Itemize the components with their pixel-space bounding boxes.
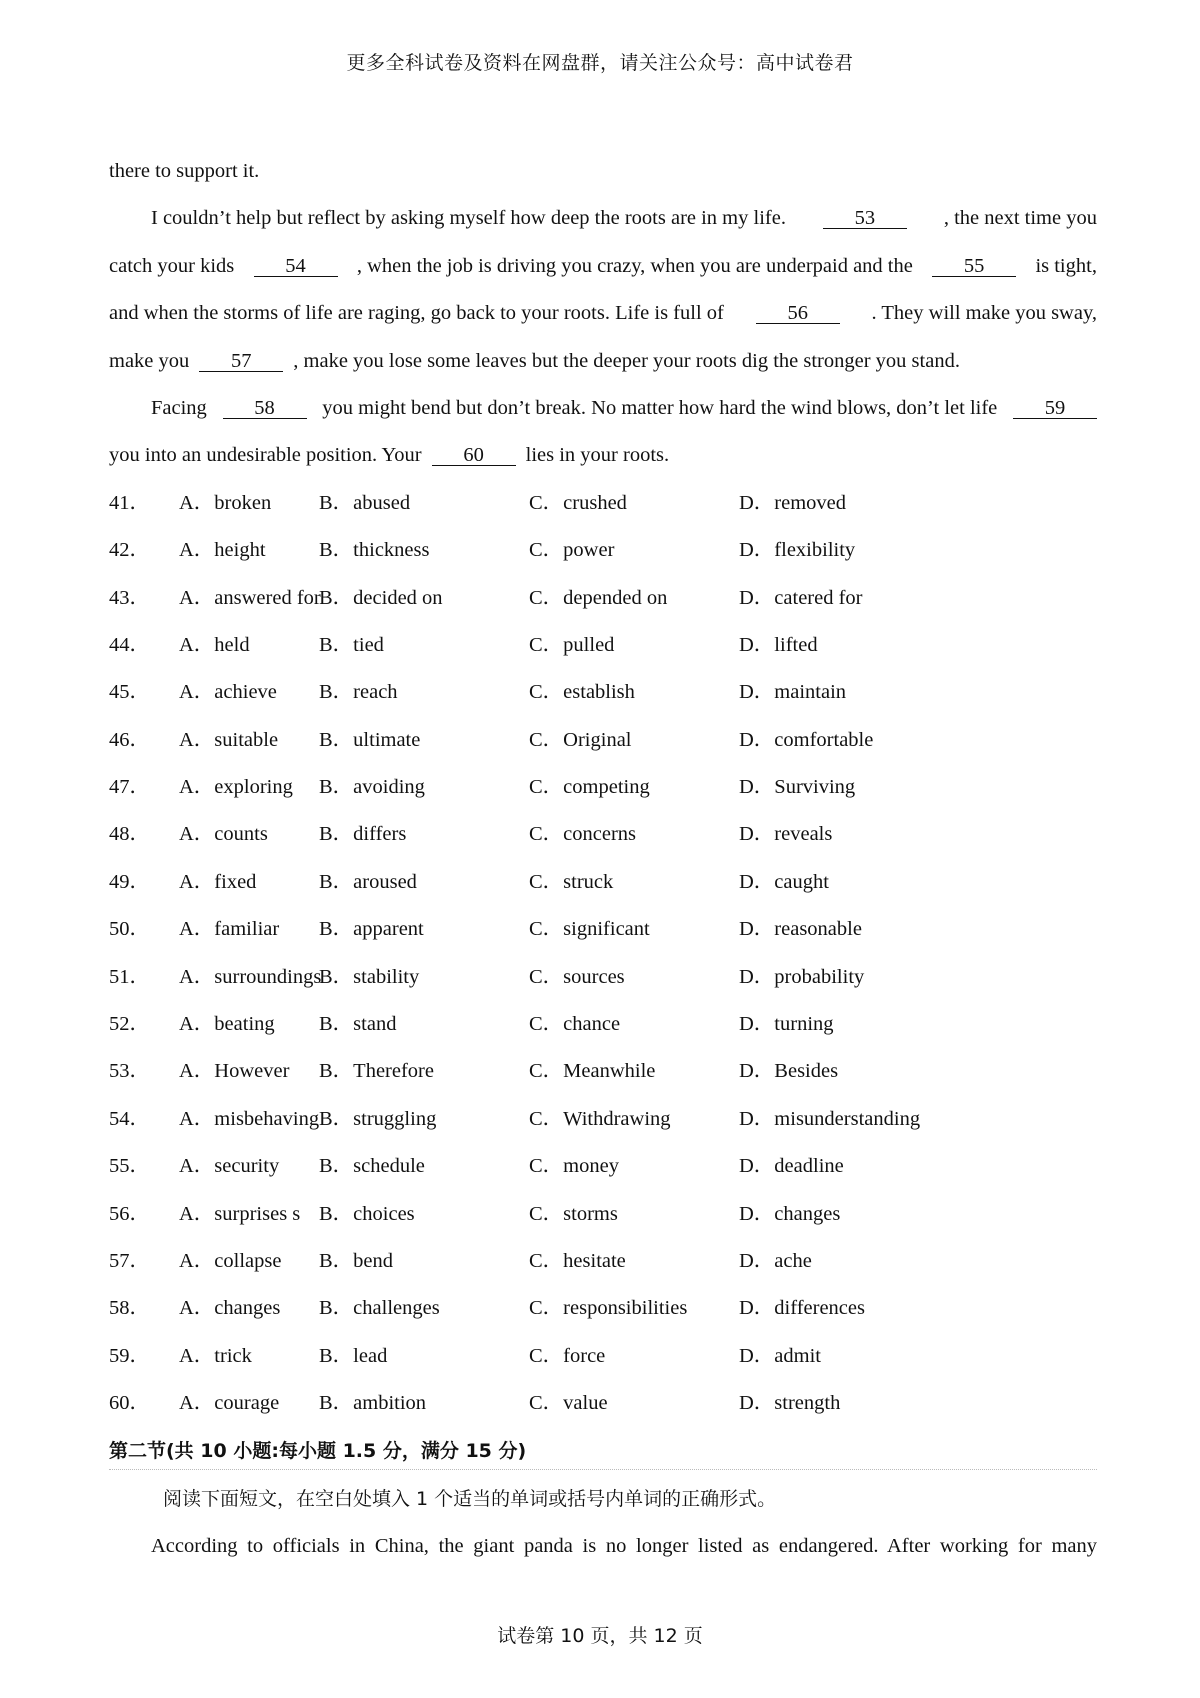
option-d: D．Surviving: [739, 776, 856, 799]
option-b: B．lead: [319, 1344, 388, 1367]
option-a: A．exploring: [179, 776, 293, 799]
option-d: D．misunderstanding: [739, 1107, 921, 1130]
text-span: you might bend but don’t break. No matter how hard the wind blows, don’t let life: [322, 396, 998, 419]
option-b: B．struggling: [319, 1107, 437, 1130]
text-span: lies in your roots.: [525, 444, 670, 467]
option-c: C．chance: [529, 1013, 621, 1036]
option-b: B．avoiding: [319, 776, 425, 799]
blank-53: 53: [823, 208, 907, 229]
section-instruction: 阅读下面短文，在空白处填入 1 个适当的单词或括号内单词的正确形式。: [163, 1487, 777, 1510]
question-number: 58．: [109, 1297, 150, 1320]
text-span: According to officials in China, the giant panda is no longer listed as endangered. After working for many: [151, 1535, 1097, 1558]
question-row: [109, 1333, 1097, 1380]
option-d: D．reveals: [739, 823, 833, 846]
blank-56: 56: [756, 303, 840, 324]
option-d: D．caught: [739, 870, 829, 893]
question-number: 54．: [109, 1107, 150, 1130]
question-number: 60．: [109, 1392, 150, 1415]
option-c: C．struck: [529, 870, 614, 893]
option-c: C．Withdrawing: [529, 1107, 671, 1130]
question-row: [109, 1001, 1097, 1048]
question-number: 57．: [109, 1249, 150, 1272]
option-d: D．turning: [739, 1013, 834, 1036]
option-d: D．probability: [739, 965, 865, 988]
passage-line: [109, 385, 1097, 432]
page-header: 更多全科试卷及资料在网盘群，请关注公众号：高中试卷君: [346, 53, 854, 74]
option-b: B．Therefore: [319, 1060, 434, 1083]
option-a: A．changes: [179, 1297, 281, 1320]
option-d: D．Besides: [739, 1060, 839, 1083]
option-b: B．abused: [319, 491, 411, 514]
option-b: B．choices: [319, 1202, 415, 1225]
question-number: 59．: [109, 1344, 150, 1367]
question-row: [109, 1143, 1097, 1190]
question-number: 45．: [109, 681, 150, 704]
option-c: C．concerns: [529, 823, 637, 846]
question-number: 48．: [109, 823, 150, 846]
passage-line: [109, 195, 1097, 242]
passage-line: there to support it.: [109, 160, 260, 182]
option-b: B．decided on: [319, 586, 443, 609]
question-row: [109, 669, 1097, 716]
option-b: B．reach: [319, 681, 398, 704]
question-row: [109, 622, 1097, 669]
option-c: C．hesitate: [529, 1249, 626, 1272]
question-row: [109, 527, 1097, 574]
question-list: [109, 480, 1097, 1428]
option-b: B．challenges: [319, 1297, 440, 1320]
option-b: B．schedule: [319, 1155, 425, 1178]
question-number: 44．: [109, 633, 150, 656]
text-span: . They will make you sway,: [871, 302, 1097, 325]
option-d: D．ache: [739, 1249, 812, 1272]
option-c: C．money: [529, 1155, 619, 1178]
question-number: 42．: [109, 539, 150, 562]
option-a: A．counts: [179, 823, 268, 846]
option-b: B．thickness: [319, 539, 430, 562]
option-c: C．Original: [529, 728, 632, 751]
blank-58: 58: [223, 398, 307, 419]
text-span: , when the job is driving you crazy, when you are underpaid and the: [356, 254, 913, 277]
option-d: D．removed: [739, 491, 847, 514]
question-row: [109, 1238, 1097, 1285]
text-span: I couldn’t help but reflect by asking myself how deep the roots are in my life.: [151, 207, 786, 230]
option-a: A．beating: [179, 1013, 275, 1036]
question-number: 56．: [109, 1202, 150, 1225]
option-c: C．power: [529, 539, 615, 562]
option-a: A．courage: [179, 1392, 280, 1415]
question-row: [109, 954, 1097, 1001]
option-c: C．depended on: [529, 586, 668, 609]
passage-line: [109, 338, 1097, 385]
question-row: [109, 1048, 1097, 1095]
text-span: and when the storms of life are raging, go back to your roots. Life is full of: [109, 302, 724, 325]
option-b: B．apparent: [319, 918, 424, 941]
question-row: [109, 1285, 1097, 1332]
option-a: A．surprises s: [179, 1202, 301, 1225]
option-c: C．significant: [529, 918, 650, 941]
option-b: B．aroused: [319, 870, 417, 893]
option-b: B．ultimate: [319, 728, 421, 751]
option-a: A．However: [179, 1060, 290, 1083]
option-c: C．crushed: [529, 491, 627, 514]
option-d: D．catered for: [739, 586, 863, 609]
question-row: [109, 811, 1097, 858]
option-d: D．comfortable: [739, 728, 874, 751]
option-a: A．collapse: [179, 1249, 282, 1272]
question-number: 46．: [109, 728, 150, 751]
option-c: C．storms: [529, 1202, 618, 1225]
question-number: 52．: [109, 1013, 150, 1036]
blank-54: 54: [254, 256, 338, 277]
option-b: B．stability: [319, 965, 420, 988]
option-c: C．establish: [529, 681, 635, 704]
question-row: [109, 1096, 1097, 1143]
page-footer: 试卷第 10 页，共 12 页: [497, 1625, 703, 1647]
question-number: 47．: [109, 776, 150, 799]
question-number: 43．: [109, 586, 150, 609]
passage-line: [109, 432, 1097, 479]
option-a: A．height: [179, 539, 266, 562]
text-span: is tight,: [1035, 254, 1097, 277]
option-c: C．responsibilities: [529, 1297, 688, 1320]
text-span: you into an undesirable position. Your: [109, 444, 422, 467]
question-number: 53．: [109, 1060, 150, 1083]
question-row: [109, 906, 1097, 953]
option-d: D．maintain: [739, 681, 847, 704]
question-row: [109, 575, 1097, 622]
section-title: 第二节(共 10 小题:每小题 1.5 分，满分 15 分): [109, 1439, 527, 1462]
option-b: B．stand: [319, 1013, 397, 1036]
option-c: C．pulled: [529, 633, 615, 656]
option-b: B．differs: [319, 823, 407, 846]
question-number: 49．: [109, 870, 150, 893]
option-a: A．misbehaving: [179, 1107, 320, 1130]
text-span: make you: [109, 349, 190, 372]
passage-line: [109, 1523, 1097, 1570]
document-body: [109, 148, 1097, 1571]
option-c: C．competing: [529, 776, 650, 799]
option-d: D．differences: [739, 1297, 865, 1320]
option-d: D．admit: [739, 1344, 821, 1367]
passage-line: [109, 290, 1097, 337]
option-c: C．sources: [529, 965, 625, 988]
option-b: B．bend: [319, 1249, 394, 1272]
option-c: C．Meanwhile: [529, 1060, 656, 1083]
question-row: [109, 717, 1097, 764]
option-c: C．value: [529, 1392, 608, 1415]
option-d: D．reasonable: [739, 918, 862, 941]
text-span: , the next time you: [943, 207, 1097, 230]
blank-59: 59: [1013, 398, 1097, 419]
option-a: A．broken: [179, 491, 272, 514]
question-number: 51．: [109, 965, 150, 988]
question-row: [109, 859, 1097, 906]
option-a: A．achieve: [179, 681, 277, 704]
option-a: A．familiar: [179, 918, 280, 941]
question-row: [109, 1191, 1097, 1238]
option-a: A．fixed: [179, 870, 257, 893]
option-b: B．tied: [319, 633, 384, 656]
text-span: Facing: [151, 396, 207, 419]
option-d: D．flexibility: [739, 539, 856, 562]
question-row: [109, 1380, 1097, 1427]
text-span: catch your kids: [109, 254, 235, 277]
option-d: D．deadline: [739, 1155, 844, 1178]
option-d: D．lifted: [739, 633, 818, 656]
question-row: [109, 764, 1097, 811]
option-d: D．strength: [739, 1392, 841, 1415]
option-a: A．surroundings: [179, 965, 322, 988]
question-number: 41．: [109, 491, 150, 514]
passage-line: [109, 243, 1097, 290]
blank-60: 60: [432, 445, 516, 466]
question-number: 55．: [109, 1155, 150, 1178]
option-d: D．changes: [739, 1202, 841, 1225]
option-a: A．suitable: [179, 728, 279, 751]
blank-57: 57: [199, 351, 283, 372]
question-row: [109, 480, 1097, 527]
option-a: A．answered for: [179, 586, 321, 609]
option-a: A．security: [179, 1155, 280, 1178]
option-b: B．ambition: [319, 1392, 427, 1415]
text-span: , make you lose some leaves but the deeper your roots dig the stronger you stand.: [293, 349, 960, 372]
option-a: A．held: [179, 633, 250, 656]
option-a: A．trick: [179, 1344, 252, 1367]
option-c: C．force: [529, 1344, 606, 1367]
question-number: 50．: [109, 918, 150, 941]
blank-55: 55: [932, 256, 1016, 277]
